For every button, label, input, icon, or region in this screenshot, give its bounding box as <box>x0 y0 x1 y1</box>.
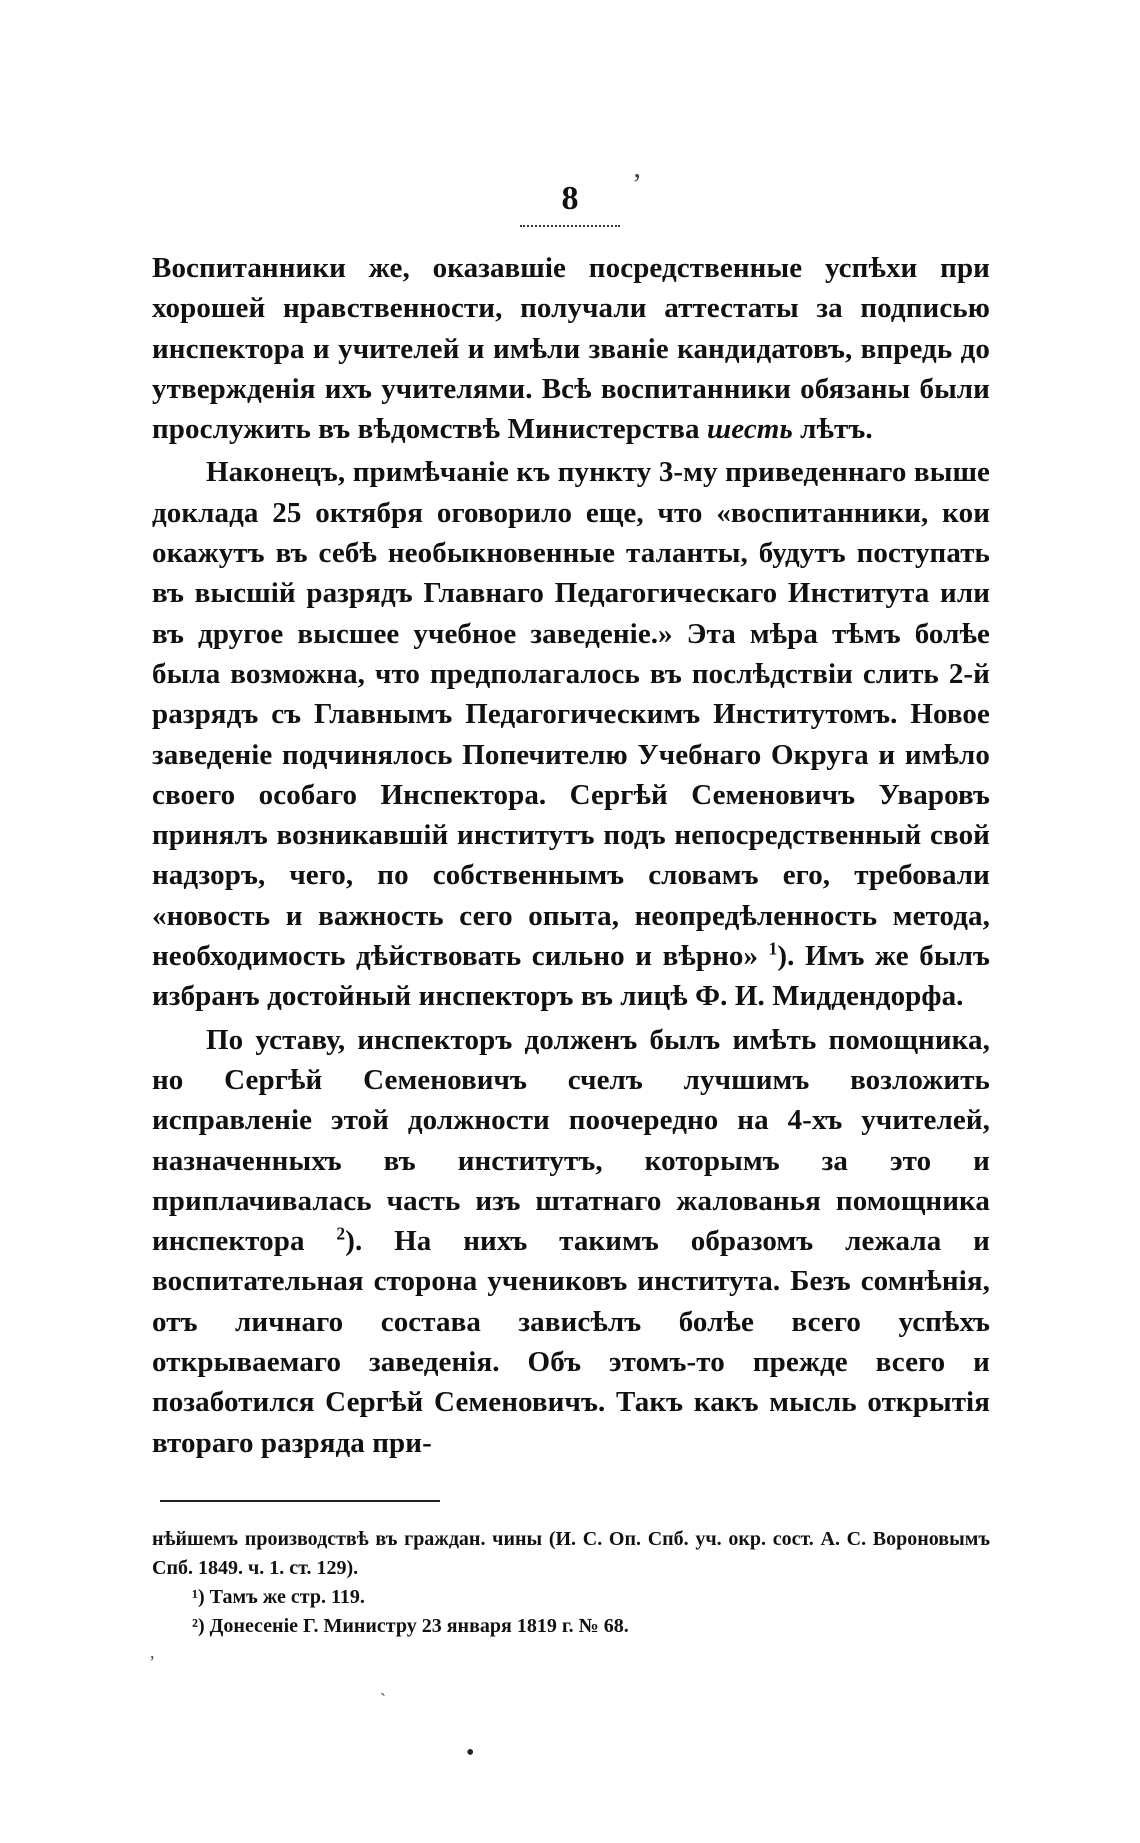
paragraph <box>152 452 990 1016</box>
footnote-rule <box>160 1500 440 1502</box>
stray-mark: ˋ <box>380 1690 386 1710</box>
footnote <box>152 1612 990 1641</box>
footnote-text: Тамъ же стр. 119. <box>209 1586 365 1608</box>
main-text <box>152 248 990 1463</box>
stray-mark: , <box>150 1642 155 1662</box>
footnote-marker: ²) <box>192 1615 205 1637</box>
paragraph-text: Наконецъ, примѣчаніе къ пункту 3-му приведеннаго выше доклада 25 октября оговорило еще, что «воспитанники, кои окажутъ въ себѣ необыкновенные таланты, будутъ поступать въ высшій разрядъ Главнаго Педагогическаго Института или въ другое высшее учебное заведеніе.» Эта мѣра тѣмъ болѣе была возможна, что предполагалось въ послѣдствіи слить 2-й разрядъ съ Главнымъ Педагогическимъ Институтомъ. Новое заведеніе подчинялось Попечителю Учебнаго Округа и имѣло своего особаго Инспектора. Сергѣй Семеновичъ Уваровъ принялъ возникавшій институтъ подъ непосредственный свой надзоръ, чего, по собственнымъ словамъ его, требовали «новость и важность сего опыта, неопредѣленность метода, необходимость дѣйствовать сильно и вѣрно» <box>152 456 990 973</box>
stray-dot: • <box>466 1740 475 1766</box>
paragraph <box>152 1020 990 1463</box>
footnote <box>152 1583 990 1612</box>
page-number: 8 <box>561 180 579 217</box>
page-number-rule <box>520 225 620 227</box>
paragraph-text: Воспитанники же, оказавшіе посредственные успѣхи при хорошей нравственности, получали аттестаты за подписью инспектора и учителей и имѣли званіе кандидатовъ, впредь до утвержденія ихъ учителями. Всѣ воспитанники обязаны были прослужить въ вѣдомствѣ Министерства <box>152 252 990 446</box>
paragraph-text: ). На нихъ такимъ образомъ лежала и воспитательная сторона учениковъ института. Безъ сомнѣнія, отъ личнаго состава зависѣлъ болѣе всего успѣхъ открываемаго заведенія. Объ этомъ-то прежде всего и позаботился Сергѣй Семеновичъ. Такъ какъ мысль открытія втораго разряда при- <box>152 1225 990 1459</box>
stray-mark: ʼ <box>632 168 642 201</box>
paragraph-text: ). Имъ же былъ избранъ достойный инспекторъ въ лицѣ Ф. И. Миддендорфа. <box>152 940 990 1013</box>
footnote-continuation: нѣйшемъ производствѣ въ граждан. чины (И. С. Оп. Спб. уч. окр. сост. А. С. Вороновымъ Спб. 1849. ч. 1. ст. 129). <box>152 1528 990 1579</box>
footnote-ref: 2 <box>336 1223 346 1244</box>
paragraph <box>152 248 990 449</box>
footnotes <box>152 1525 990 1641</box>
paragraph-text: лѣтъ. <box>792 413 873 446</box>
footnote-marker: ¹) <box>192 1586 205 1608</box>
emphasis-text: шесть <box>706 413 793 446</box>
footnote-ref: 1 <box>768 938 778 959</box>
paragraph-text: По уставу, инспекторъ долженъ былъ имѣть помощника, но Сергѣй Семеновичъ счелъ лучшимъ возложить исправленіе этой должности поочередно на 4-хъ учителей, назначенныхъ въ институтъ, которымъ за это и приплачивалась часть изъ штатнаго жалованья помощника инспектора <box>152 1023 990 1258</box>
footnote-text: Донесеніе Г. Министру 23 января 1819 г. № 68. <box>209 1615 629 1637</box>
